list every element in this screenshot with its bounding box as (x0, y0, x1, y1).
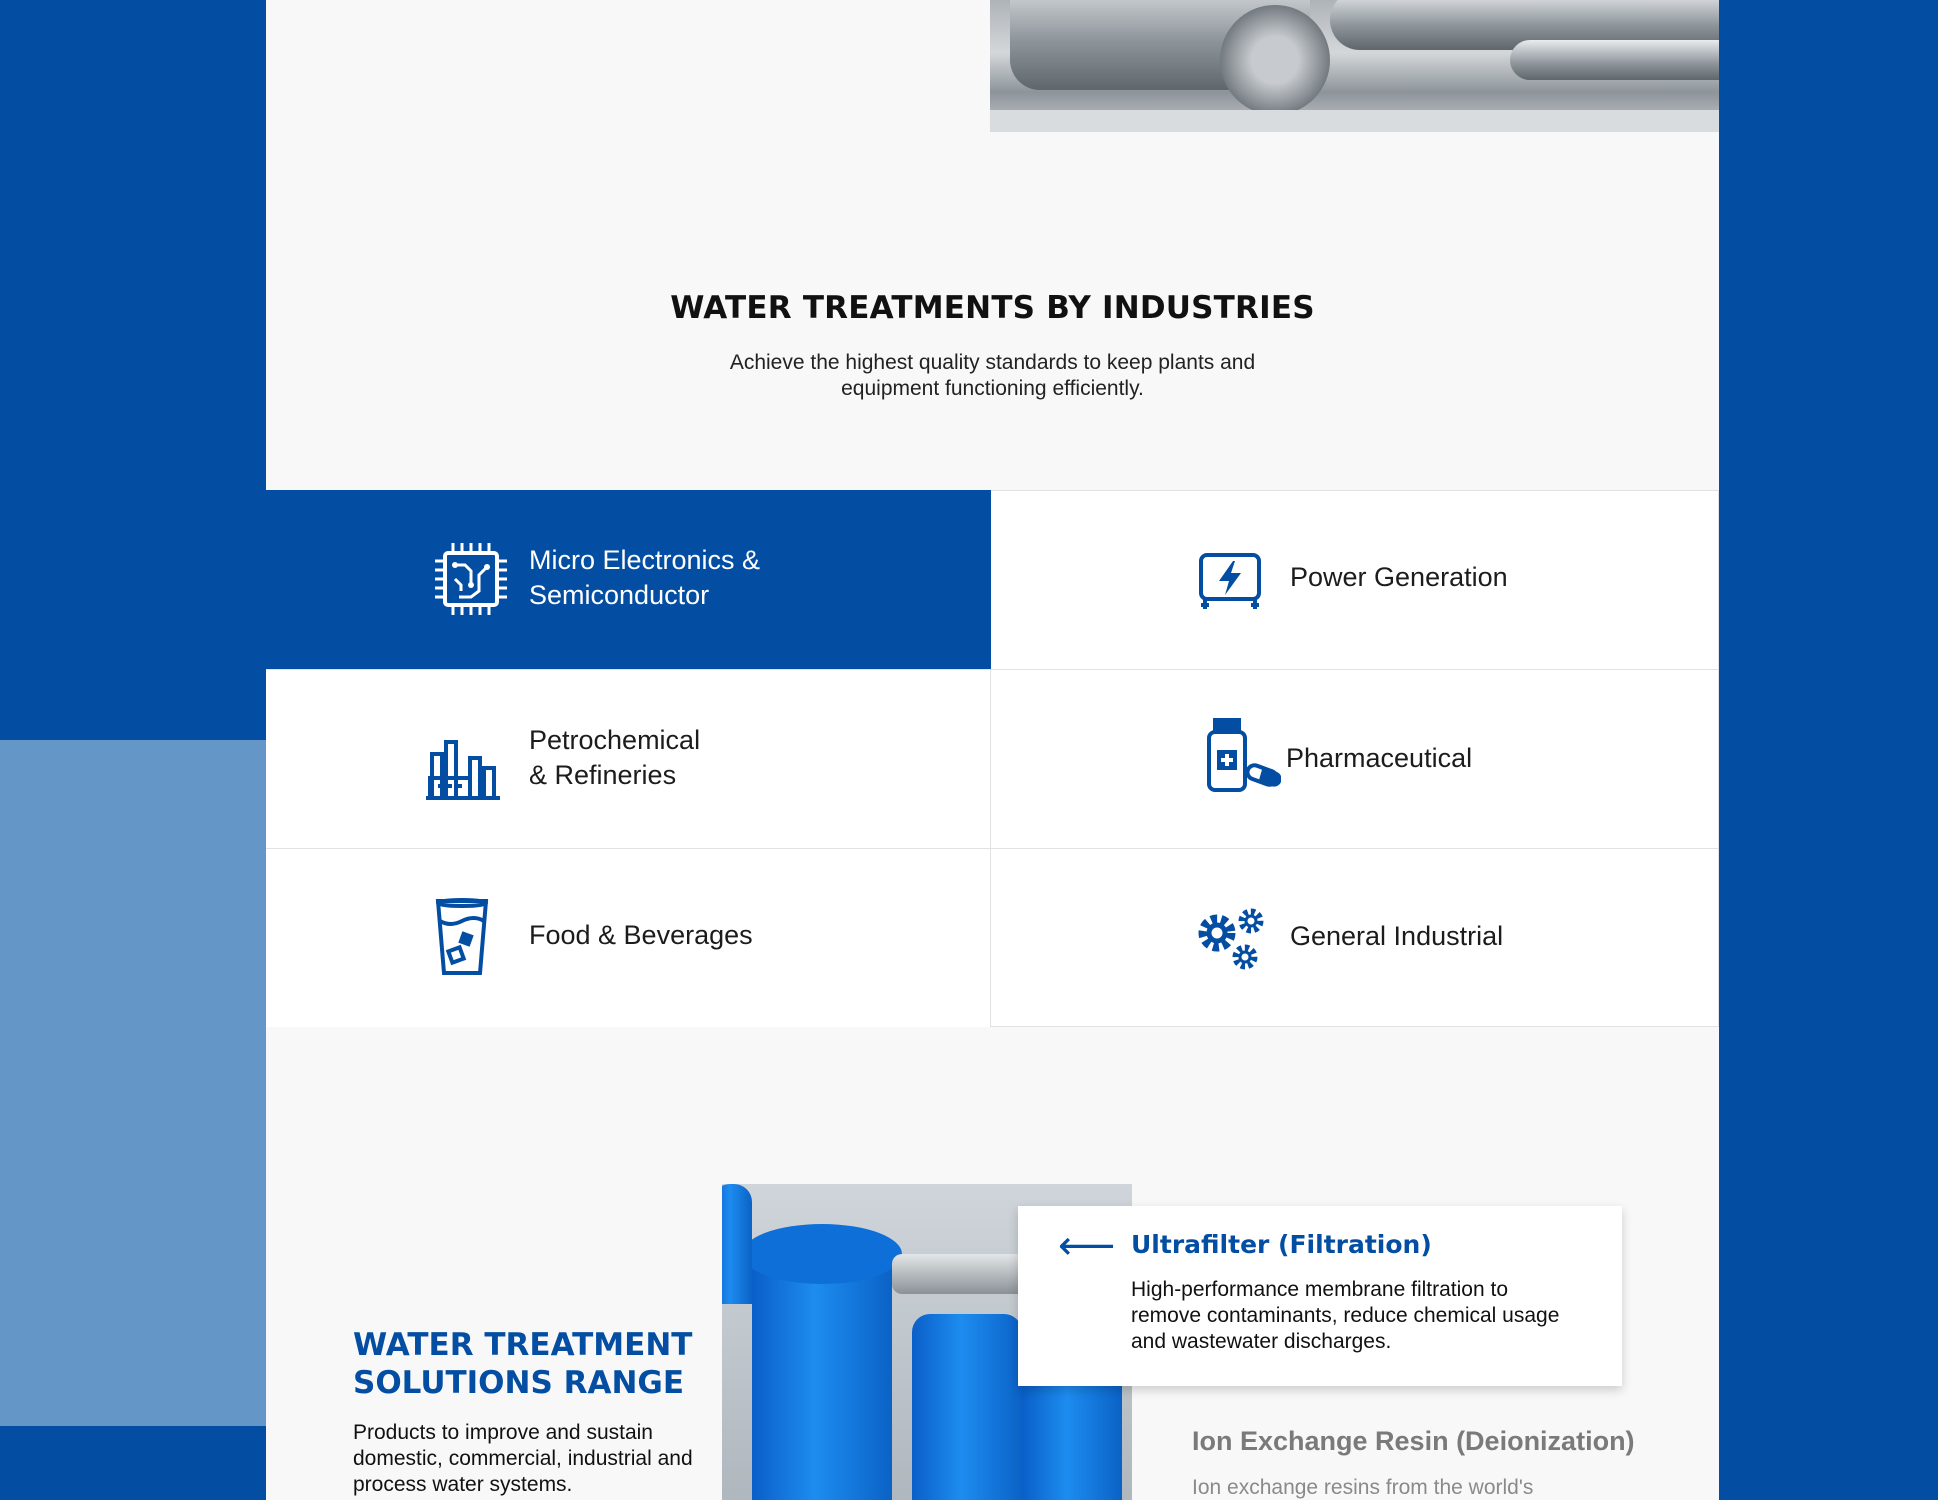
industry-label: Petrochemical & Refineries (529, 725, 701, 790)
chip-icon (431, 539, 511, 619)
equipment-photo (990, 0, 1719, 132)
solutions-description: Products to improve and sustain domestic, commercial, industrial and process water systems. (353, 1421, 693, 1496)
industry-label: Power Generation (1290, 562, 1508, 592)
gears-icon (1191, 899, 1271, 979)
solution-card-text: High-performance membrane filtration to remove contaminants, reduce chemical usage and wastewater discharges. (1131, 1278, 1560, 1353)
solution-item-text: Ion exchange resins from the world's (1192, 1476, 1534, 1499)
industry-label: General Industrial (1290, 921, 1504, 951)
industry-tile-power-generation[interactable] (991, 490, 1719, 669)
industry-label: Food & Beverages (529, 920, 753, 950)
medicine-bottle-icon (1201, 716, 1281, 796)
industries-subtitle: Achieve the highest quality standards to keep plants and equipment functioning efficiently. (729, 351, 1256, 400)
solution-card-ultrafilter[interactable] (1018, 1206, 1622, 1386)
industry-tile-pharmaceutical[interactable] (991, 669, 1719, 848)
arrow-left-icon[interactable]: ⟵ (1058, 1224, 1116, 1268)
background-accent-stripe (0, 740, 266, 1426)
glass-with-ice-icon (422, 897, 502, 977)
industry-tile-petrochemical[interactable] (266, 669, 991, 848)
industry-label: Micro Electronics & Semiconductor (529, 545, 761, 610)
solution-item-ion-exchange[interactable]: Ion Exchange Resin (Deionization) (1192, 1426, 1635, 1456)
industry-tile-general-industrial[interactable] (991, 848, 1719, 1027)
industry-tile-food-beverages[interactable] (266, 848, 991, 1027)
industry-label: Pharmaceutical (1286, 743, 1473, 773)
power-generator-icon (1191, 539, 1271, 619)
solutions-title: WATER TREATMENT SOLUTIONS RANGE (353, 1327, 693, 1401)
industries-grid (266, 490, 1719, 1028)
page-content (266, 0, 1719, 1500)
industry-tile-micro-electronics[interactable] (266, 490, 991, 669)
solution-card-title: Ultrafilter (Filtration) (1131, 1230, 1432, 1259)
industries-title: WATER TREATMENTS BY INDUSTRIES (670, 290, 1315, 326)
factory-icon (422, 724, 502, 804)
